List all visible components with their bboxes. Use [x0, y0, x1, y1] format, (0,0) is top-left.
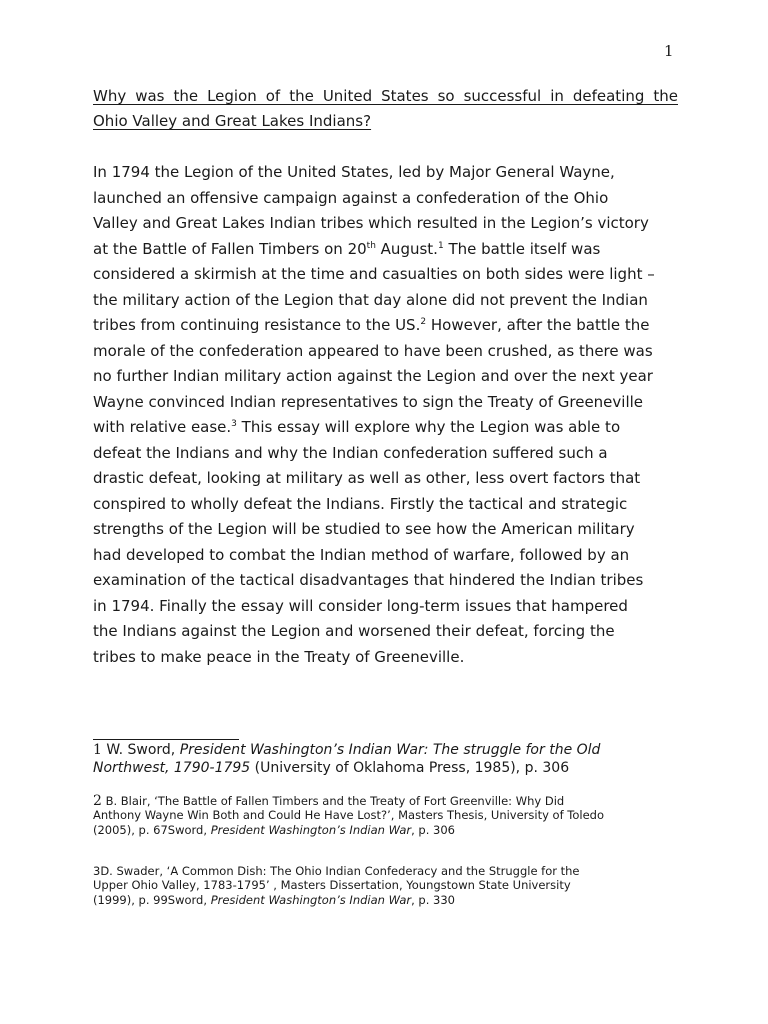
body-text-run: This essay will explore why the Legion was able to	[236, 418, 621, 436]
footnote-book-title: President Washington’s Indian War: The struggle for the Old	[179, 742, 601, 758]
body-text-run: at the Battle of Fallen Timbers on 20	[93, 239, 367, 258]
body-line: morale of the confederation appeared to have been crushed, as there was	[93, 341, 653, 360]
page-number: 1	[664, 42, 674, 60]
body-line: defeat the Indians and why the Indian confederation suffered such a	[93, 443, 608, 462]
body-line: launched an offensive campaign against a confederation of the Ohio	[93, 188, 609, 207]
footnote-book-title: President Washington’s Indian War	[210, 892, 412, 907]
footnote-line	[93, 864, 580, 878]
footnote-text: (1999), p. 99Sword,	[93, 892, 211, 907]
footnote-text: (University of Oklahoma Press, 1985), p. 306	[250, 760, 570, 776]
body-paragraph	[93, 160, 655, 670]
body-line	[93, 415, 655, 441]
footnote-text: , p. 330	[411, 892, 455, 907]
body-line: in 1794. Finally the essay will consider long-term issues that hampered	[93, 596, 628, 615]
body-line: no further Indian military action against the Legion and over the next year	[93, 367, 653, 385]
body-text-run: with relative ease.	[93, 418, 232, 436]
body-line: Wayne convinced Indian representatives to sign the Treaty of Greeneville	[93, 392, 644, 411]
body-line	[93, 237, 655, 263]
footnote-separator	[93, 739, 239, 740]
footnote-ref-1[interactable]: 1	[437, 240, 444, 251]
footnote-number: 1	[93, 742, 102, 758]
footnote-line	[93, 741, 600, 759]
footnote-line	[93, 823, 604, 837]
footnote-text: W. Sword,	[101, 742, 180, 758]
body-text-run: The battle itself was	[443, 239, 601, 258]
footnote-line: Upper Ohio Valley, 1783-1795’ , Masters Dissertation, Youngstown State University	[93, 878, 571, 893]
body-line: drastic defeat, looking at military as well as other, less overt factors that	[93, 469, 641, 487]
ordinal-suffix: th	[366, 240, 376, 251]
body-line: had developed to combat the Indian method of warfare, followed by an	[93, 545, 630, 564]
body-line: examination of the tactical disadvantages that hindered the Indian tribes	[93, 571, 644, 589]
footnote-line	[93, 794, 604, 808]
footnote-text: D. Swader, ‘A Common Dish: The Ohio Indian Confederacy and the Struggle for the	[100, 864, 580, 878]
footnote-ref-2[interactable]: 2	[420, 317, 427, 327]
title-line: Why was the Legion of the United States so successful in defeating the	[93, 87, 678, 105]
footnote-3	[93, 864, 580, 907]
body-line: conspired to wholly defeat the Indians. Firstly the tactical and strategic	[93, 494, 628, 513]
body-line	[93, 313, 655, 339]
footnote-text: , p. 306	[411, 822, 455, 837]
footnote-1	[93, 741, 600, 777]
body-line: tribes to make peace in the Treaty of Greeneville.	[93, 647, 465, 666]
body-line: Valley and Great Lakes Indian tribes which resulted in the Legion’s victory	[93, 214, 649, 232]
footnote-ref-3[interactable]: 3	[231, 419, 237, 429]
footnote-line	[93, 759, 600, 777]
footnote-text: (2005), p. 67Sword,	[93, 822, 211, 837]
body-text-run: However, after the battle the	[426, 316, 650, 334]
body-text-run: August.	[375, 239, 438, 258]
footnote-book-title: President Washington’s Indian War	[210, 822, 412, 837]
footnote-2	[93, 794, 604, 837]
body-line: strengths of the Legion will be studied to see how the American military	[93, 520, 635, 538]
footnote-number: 3	[93, 864, 101, 878]
body-text-run: tribes from continuing resistance to the US.	[93, 316, 421, 334]
title-line: Ohio Valley and Great Lakes Indians?	[93, 112, 372, 130]
footnote-line: Anthony Wayne Win Both and Could He Have Lost?’, Masters Thesis, University of Toledo	[93, 808, 605, 823]
body-line: the Indians against the Legion and worsened their defeat, forcing the	[93, 622, 615, 640]
essay-title	[93, 84, 678, 134]
footnote-line	[93, 893, 580, 907]
body-line: In 1794 the Legion of the United States, led by Major General Wayne,	[93, 163, 615, 181]
body-line: considered a skirmish at the time and casualties on both sides were light –	[93, 265, 655, 283]
footnote-number: 2	[93, 793, 102, 809]
footnote-text: B. Blair, ‘The Battle of Fallen Timbers and the Treaty of Fort Greenville: Why Did	[101, 794, 565, 808]
body-line: the military action of the Legion that day alone did not prevent the Indian	[93, 290, 648, 309]
footnote-book-title: Northwest, 1790-1795	[93, 760, 251, 776]
